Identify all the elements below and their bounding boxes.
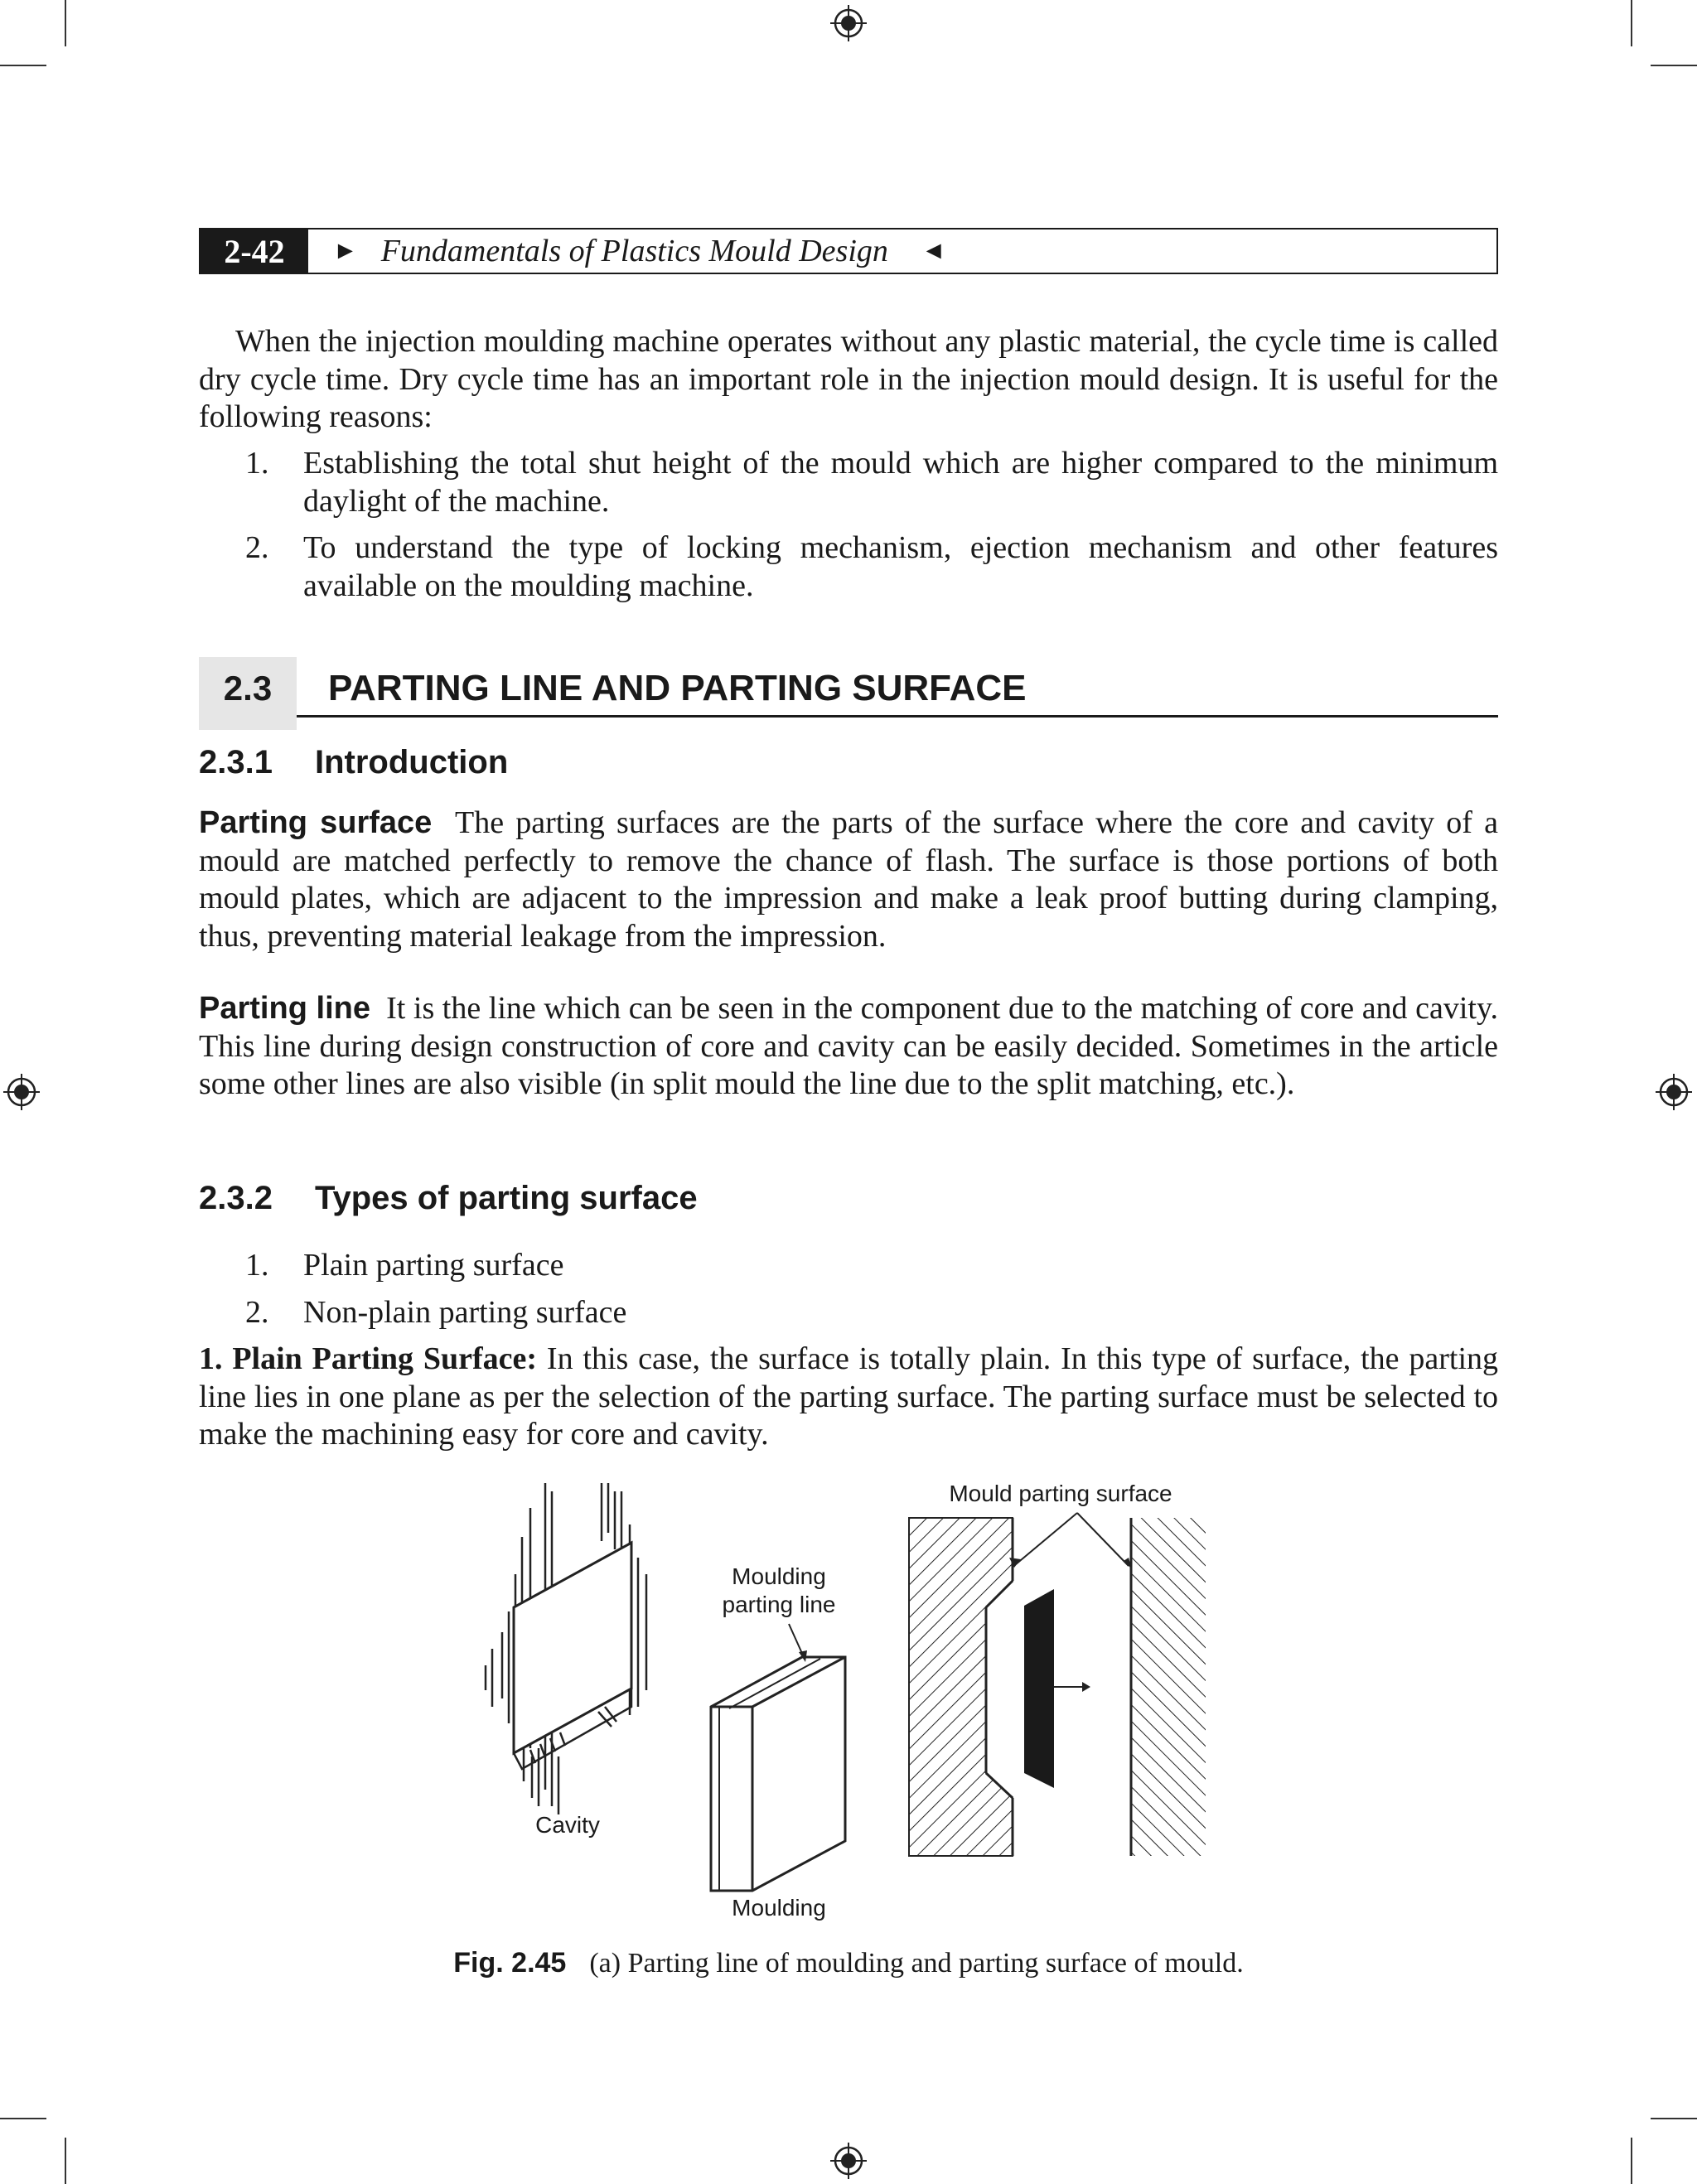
subsection-heading: [199, 1180, 698, 1217]
list-text: Plain parting surface: [303, 1248, 564, 1283]
header-marker-left: ►: [333, 237, 358, 264]
label-moulding-parting-line: [696, 1563, 862, 1619]
subsection-heading: [199, 744, 508, 781]
subsection-title: Types of parting surface: [315, 1180, 698, 1216]
list-number: 2.: [245, 530, 269, 565]
book-title: [333, 230, 946, 273]
label-cavity: Cavity: [535, 1812, 600, 1838]
list-number: 1.: [245, 1248, 269, 1283]
figure-parting-line-diagram: [464, 1466, 1226, 1939]
label-line-2: parting line: [722, 1592, 836, 1617]
section-heading: [199, 657, 1498, 730]
mould-drawing: [909, 1513, 1206, 1856]
run-in-term: Parting line: [199, 991, 370, 1026]
section-number: 2.3: [199, 657, 297, 730]
crop-mark: [65, 0, 66, 46]
crop-mark: [1631, 0, 1632, 46]
run-in-term: 1. Plain Parting Surface:: [199, 1341, 538, 1376]
section-title: PARTING LINE AND PARTING SURFACE: [328, 668, 1027, 708]
list-text: To understand the type of locking mechanism, ejection mechanism and other features available on the moulding machine.: [303, 530, 1498, 603]
figure-caption: [0, 1947, 1697, 1979]
crop-mark: [65, 2138, 66, 2184]
subsection-number: 2.3.2: [199, 1180, 273, 1216]
label-mould-parting-surface: Mould parting surface: [949, 1481, 1172, 1506]
run-in-term: Parting surface: [199, 805, 433, 840]
paragraph-text: The parting surfaces are the parts of the surface where the core and cavity of a mould are matched perfectly to remove the chance of flash. The surface is those portions of both mould plates, which are adjacent to the impression and make a leak proof butting during clamping, thus, preventing material leakage from the impression.: [199, 805, 1498, 954]
crop-mark: [1651, 65, 1697, 66]
registration-mark-icon: [3, 1074, 40, 1110]
list-number: 2.: [245, 1295, 269, 1330]
paragraph-text: It is the line which can be seen in the component due to the matching of core and cavity. This line during design construction of core and cavity can be easily decided. Sometimes in the article some other lines are also visible (in split mould the line due to the split matching, etc.).: [199, 991, 1498, 1101]
crop-mark: [0, 65, 46, 66]
parting-line-paragraph: [199, 990, 1498, 1104]
list-number: 1.: [245, 446, 269, 481]
label-moulding: Moulding: [732, 1895, 826, 1921]
subsection-number: 2.3.1: [199, 744, 273, 780]
crop-mark: [0, 2118, 46, 2119]
label-line-1: Moulding: [732, 1563, 826, 1589]
plain-parting-paragraph: [199, 1341, 1498, 1454]
moulding-drawing: [711, 1657, 845, 1891]
caption-label: Fig. 2.45: [453, 1947, 567, 1979]
parting-surface-paragraph: [199, 805, 1498, 955]
registration-mark-icon: [1656, 1074, 1692, 1110]
paragraph-text: In this case, the surface is totally plain. In this type of surface, the parting line lies in one plane as per the selection of the parting surface. The parting surface must be selected to make the machining easy for core and cavity.: [199, 1341, 1499, 1452]
running-header: [199, 228, 1498, 274]
page-number: 2-42: [201, 230, 308, 273]
registration-mark-icon: [830, 2143, 867, 2179]
header-marker-right: ◄: [921, 237, 946, 264]
list-text: Non-plain parting surface: [303, 1295, 627, 1330]
intro-paragraph: When the injection moulding machine operates without any plastic material, the cycle time is called dry cycle time. Dry cycle time has an important role in the injection mould design. It is useful for the following reasons:: [199, 324, 1498, 434]
section-rule: [297, 715, 1498, 718]
crop-mark: [1651, 2118, 1697, 2119]
book-title-text: Fundamentals of Plastics Mould Design: [380, 234, 888, 268]
cavity-drawing: [486, 1483, 646, 1814]
subsection-title: Introduction: [315, 744, 509, 780]
crop-mark: [1631, 2138, 1632, 2184]
caption-text: (a) Parting line of moulding and parting surface of mould.: [589, 1948, 1244, 1979]
list-text: Establishing the total shut height of the mould which are higher compared to the minimum daylight of the machine.: [303, 446, 1498, 519]
registration-mark-icon: [830, 5, 867, 41]
